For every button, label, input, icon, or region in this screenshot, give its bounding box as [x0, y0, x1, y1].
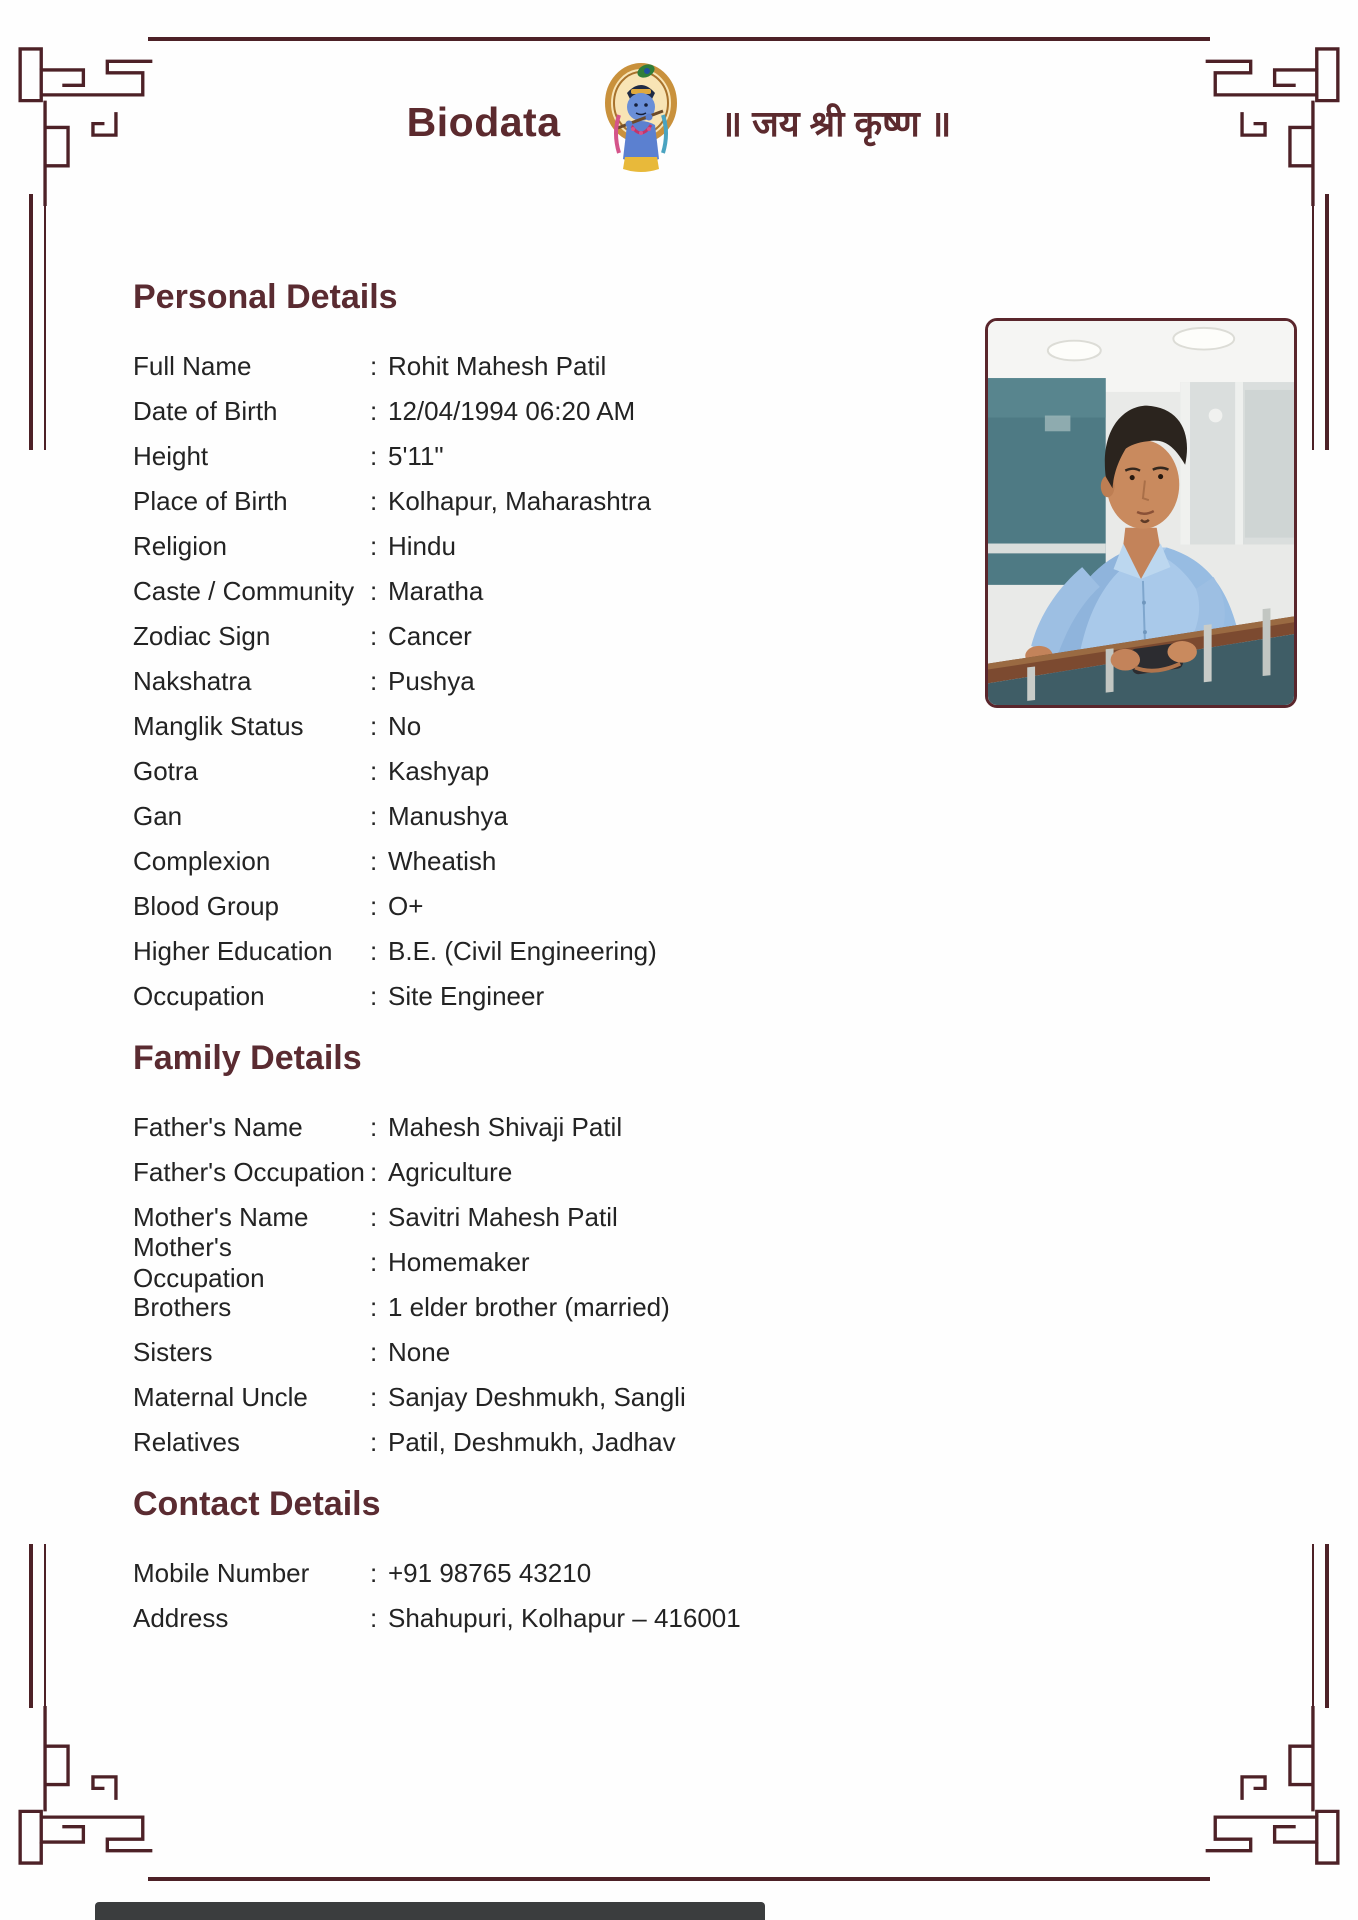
field-separator: :	[370, 1292, 378, 1322]
field-value: 12/04/1994 06:20 AM	[388, 396, 636, 426]
border-line-right-lower-inner	[1312, 1544, 1314, 1708]
field-label: Religion	[133, 531, 227, 561]
field-separator: :	[370, 666, 378, 696]
field-value: Shahupuri, Kolhapur – 416001	[388, 1603, 741, 1633]
field-label: Brothers	[133, 1292, 232, 1322]
field-row	[133, 749, 873, 794]
corner-ornament-bottom-left	[8, 1706, 153, 1888]
field-value: Agriculture	[388, 1157, 513, 1187]
field-row	[133, 974, 873, 1019]
border-line-bottom	[148, 1877, 1210, 1881]
field-separator: :	[370, 351, 378, 381]
field-row	[133, 1285, 873, 1330]
section-heading-contact: Contact Details	[133, 1485, 381, 1523]
field-separator: :	[370, 1427, 378, 1457]
field-row	[133, 704, 873, 749]
field-label: Higher Education	[133, 936, 333, 966]
field-row	[133, 1150, 873, 1195]
contact-details-list	[133, 1551, 873, 1641]
field-label: Father's Name	[133, 1112, 303, 1142]
bottom-page-edge-bar	[95, 1902, 765, 1920]
field-label: Manglik Status	[133, 711, 304, 741]
field-label: Relatives	[133, 1427, 240, 1457]
field-label: Gotra	[133, 756, 199, 786]
field-row	[133, 1551, 873, 1596]
field-label: Height	[133, 441, 209, 471]
field-separator: :	[370, 486, 378, 516]
field-label: Full Name	[133, 351, 252, 381]
border-line-left-upper-inner	[44, 194, 46, 450]
field-separator: :	[370, 576, 378, 606]
border-line-top	[148, 37, 1210, 41]
field-separator: :	[370, 441, 378, 471]
border-line-right-upper	[1325, 194, 1329, 450]
field-separator: :	[370, 1202, 378, 1232]
field-row	[133, 1420, 873, 1465]
section-heading-personal: Personal Details	[133, 278, 398, 316]
field-value: None	[388, 1337, 451, 1367]
field-value: +91 98765 43210	[388, 1558, 592, 1588]
field-value: B.E. (Civil Engineering)	[388, 936, 657, 966]
field-label: Gan	[133, 801, 183, 831]
border-line-right-lower	[1325, 1544, 1329, 1708]
field-separator: :	[370, 711, 378, 741]
field-value: Cancer	[388, 621, 472, 651]
field-row	[133, 794, 873, 839]
field-separator: :	[370, 1157, 378, 1187]
field-value: Kolhapur, Maharashtra	[388, 486, 652, 516]
field-label: Mother's Occupation	[133, 1231, 265, 1293]
field-separator: :	[370, 621, 378, 651]
field-value: Site Engineer	[388, 981, 545, 1011]
family-details-list	[133, 1105, 873, 1465]
field-row	[133, 659, 873, 704]
field-separator: :	[370, 1558, 378, 1588]
field-row	[133, 839, 873, 884]
field-separator: :	[370, 1247, 378, 1277]
field-value: O+	[388, 891, 424, 921]
field-label: Nakshatra	[133, 666, 252, 696]
field-separator: :	[370, 891, 378, 921]
field-value: Patil, Deshmukh, Jadhav	[388, 1427, 676, 1457]
field-label: Mobile Number	[133, 1558, 310, 1588]
field-label: Blood Group	[133, 891, 279, 921]
field-value: Sanjay Deshmukh, Sangli	[388, 1382, 686, 1412]
field-label: Date of Birth	[133, 396, 278, 426]
field-value: Pushya	[388, 666, 475, 696]
field-label: Maternal Uncle	[133, 1382, 308, 1412]
field-separator: :	[370, 1337, 378, 1367]
mantra-text: ॥ जय श्री कृष्ण ॥	[720, 102, 952, 144]
field-separator: :	[370, 846, 378, 876]
field-label: Address	[133, 1603, 229, 1633]
field-value: Maratha	[388, 576, 484, 606]
field-separator: :	[370, 1603, 378, 1633]
field-row	[133, 1375, 873, 1420]
field-row	[133, 479, 873, 524]
border-line-left-upper	[29, 194, 33, 450]
field-label: Mother's Name	[133, 1202, 309, 1232]
field-label: Father's Occupation	[133, 1157, 365, 1187]
field-label: Sisters	[133, 1337, 213, 1367]
field-row	[133, 569, 873, 614]
field-label: Place of Birth	[133, 486, 288, 516]
field-row	[133, 614, 873, 659]
field-value: Manushya	[388, 801, 508, 831]
field-value: Kashyap	[388, 756, 490, 786]
field-row	[133, 929, 873, 974]
field-row	[133, 1596, 873, 1641]
border-line-right-upper-inner	[1312, 194, 1314, 450]
page-title: Biodata	[406, 98, 561, 145]
field-row	[133, 884, 873, 929]
field-separator: :	[370, 396, 378, 426]
field-value: Savitri Mahesh Patil	[388, 1202, 618, 1232]
border-line-left-lower-inner	[44, 1544, 46, 1708]
field-value: Homemaker	[388, 1247, 530, 1277]
content-column	[133, 276, 873, 1659]
field-row	[133, 1231, 873, 1293]
profile-photo	[985, 318, 1297, 708]
field-row	[133, 1330, 873, 1375]
field-value: Rohit Mahesh Patil	[388, 351, 607, 381]
field-separator: :	[370, 936, 378, 966]
field-row	[133, 344, 873, 389]
field-value: Hindu	[388, 531, 456, 561]
field-separator: :	[370, 531, 378, 561]
field-value: 5'11"	[388, 441, 444, 471]
field-row	[133, 389, 873, 434]
field-value: No	[388, 711, 422, 741]
field-row	[133, 434, 873, 479]
field-separator: :	[370, 756, 378, 786]
field-row	[133, 524, 873, 569]
field-label: Complexion	[133, 846, 271, 876]
field-label: Caste / Community	[133, 576, 355, 606]
personal-details-list	[133, 344, 873, 1019]
field-value: Mahesh Shivaji Patil	[388, 1112, 623, 1142]
field-separator: :	[370, 1112, 378, 1142]
field-value: Wheatish	[388, 846, 497, 876]
field-separator: :	[370, 981, 378, 1011]
field-row	[133, 1105, 873, 1150]
border-line-left-lower	[29, 1544, 33, 1708]
krishna-icon	[589, 63, 693, 181]
field-label: Occupation	[133, 981, 265, 1011]
field-separator: :	[370, 1382, 378, 1412]
section-heading-family: Family Details	[133, 1039, 362, 1077]
page-header	[0, 58, 1358, 186]
field-value: 1 elder brother (married)	[388, 1292, 670, 1322]
field-separator: :	[370, 801, 378, 831]
corner-ornament-bottom-right	[1205, 1706, 1350, 1888]
field-label: Zodiac Sign	[133, 621, 271, 651]
